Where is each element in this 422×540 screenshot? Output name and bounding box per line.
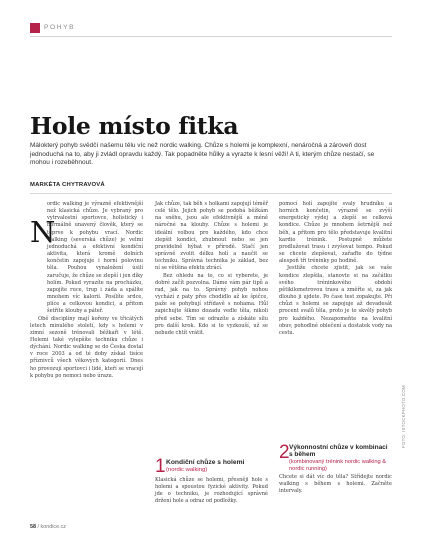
page-footer xyxy=(30,524,66,530)
subsection-box-2 xyxy=(279,443,392,518)
paragraph: ordic walking je výrazně efektivnější než klasická chůze. Je vybraný pro vytrvalostní sportovce, holistický i normálně unavený člověk, který se teprve k pohybu vrací. Nordic walking (severská chůze) je velmi jednoduchá a efektivní kondiční aktivita, která kromě dolních končetin zapojuje i horní polovinu těla. Pouhou vynaložení úsilí zaručuje, že chůze se zlepší i jen díky holím. Pokud vyrazíte na procházku, zapojíte ruce, trup i záda a spálíte mnohem víc kalorií. Posílíte srdce, plíce a celkovou kondici, a přitom šetříte klouby a páteř. xyxy=(47,201,143,315)
subsection-number: 2 xyxy=(279,442,290,463)
article-headline: Hole místo fitka xyxy=(30,112,239,140)
paragraph: pomocí holí zapojíte svaly hrudníku a horních končetin, výrazně se zvýší energetický výdej a zlepší se celková kondice. Chůze je mnohem šetrnější než běh, a přitom pro tělo představuje kvalitní kardio trénink. Postupně můžete prodlužovat trasu i zvyšovat tempo. Pokud se chcete zlepšovat, zařaďte do týdne alespoň tři tréninky po hodině. xyxy=(279,201,392,265)
footer-separator: / xyxy=(37,524,41,530)
paragraph: Jak chůze, tak běh s holkami zapojují téměř celé tělo. Jejich pohyb se podobá běžkám na sněhu, jsou ale efektivnější a méně náročné na klouby. Chůze s holemi je ideální volbou pro každého, kdo chce zlepšit kondici, zhubnout nebo se jen pravidelně hýbat v přírodě. Stačí jen správně zvolit délku holí a naučit se techniku. Správná technika je základ, bez ní se většina efektu ztrácí. xyxy=(155,201,268,272)
text-column-1 xyxy=(30,201,143,380)
page-number: 58 xyxy=(30,524,36,530)
subsection-text: Klasická chůze se holemi, přesněji hole s holemi a spoustou fyzické aktivity. Pokud jde o techniku, je rozhodující správné držení hole a odraz od podložky. xyxy=(155,477,268,505)
text-column-2 xyxy=(155,201,268,337)
rubric-marker xyxy=(30,23,40,33)
text-column-3 xyxy=(279,201,392,337)
rubric-label: POHYB xyxy=(44,24,76,31)
subsection-text: Chcete si dát víc do těla? Střídejte nordic walking s během s holemi. Začněte intervaly. xyxy=(279,474,392,495)
subsection-title: Výkonnostní chůze v kombinaci s během xyxy=(289,444,388,459)
paragraph: Bez ohledu na to, co si vyberete, je dobré začít pozvolna. Dáme vám pár tipů a rad, jak na to. Správný pohyb nohou vychází z paty přes chodidlo až ke špičce, paže se pohybují střídavě s nohama. Hůl zapichujte šikmo dozadu vedle těla, nikoli před sebe. Tím se odrazíte a získáte sílu pro další krok. Kdo si to vyzkouší, už se nebude chtít vrátit. xyxy=(155,272,268,336)
article-lead: Málokterý pohyb svědčí našemu tělu víc než nordic walking. Chůze s holemi je komplexní, nenáročná a zároveň dost jednoduchá na to, aby ji zvládl opravdu každý. Tak popadněte hůlky a vyrazte k lesní věži! A ti, kterým chůze nestačí, se mohou i rozeběhnout. xyxy=(30,142,375,167)
drop-cap: N xyxy=(30,215,56,249)
subsection-subtitle: (kombinovaný trénink nordic walking & nordic running) xyxy=(289,459,387,472)
subsection-subtitle: (nordic walking) xyxy=(166,467,208,473)
rubric-divider xyxy=(30,36,392,37)
magazine-name: kondice.cz xyxy=(40,524,66,530)
subsection-title: Kondiční chůze s holemi xyxy=(166,459,245,466)
paragraph: Obě disciplíny mají kořeny ve třicátých letech minulého století, kdy s holemi v zimní sezoně trénovali běžkaři v létě. Holemi také vylepšíte techniku chůze i dýchání. Nordic walking se do Česka dostal v roce 2003 a od té doby získal tisíce příznivců všech věkových kategorií. Dnes ho provozují sportovci i lidé, kteří se vracejí k pohybu po nemoci nebo úrazu. xyxy=(30,315,143,379)
paragraph: Jestliže chcete zjistit, jak se vaše kondice zlepšila, stanovte si na začátku svého tréninkového období pětikilometrovou trasu a změřte si, za jak dlouho ji ujdete. Po čase test zopakujte. Při chůzi s holemi se zapojuje až devadesát procent svalů těla, proto je to skvělý pohyb pro každého. Nezapomeňte na kvalitní obuv, pohodlné oblečení a dostatek vody na cestu. xyxy=(279,265,392,336)
photo-credit: FOTO: ISTOCKPHOTO.COM xyxy=(401,385,406,448)
article-author: MARKÉTA CHYTRAVOVÁ xyxy=(30,182,105,188)
author-divider xyxy=(30,193,392,194)
subsection-number: 1 xyxy=(155,456,166,477)
subsection-box-1 xyxy=(155,457,268,517)
